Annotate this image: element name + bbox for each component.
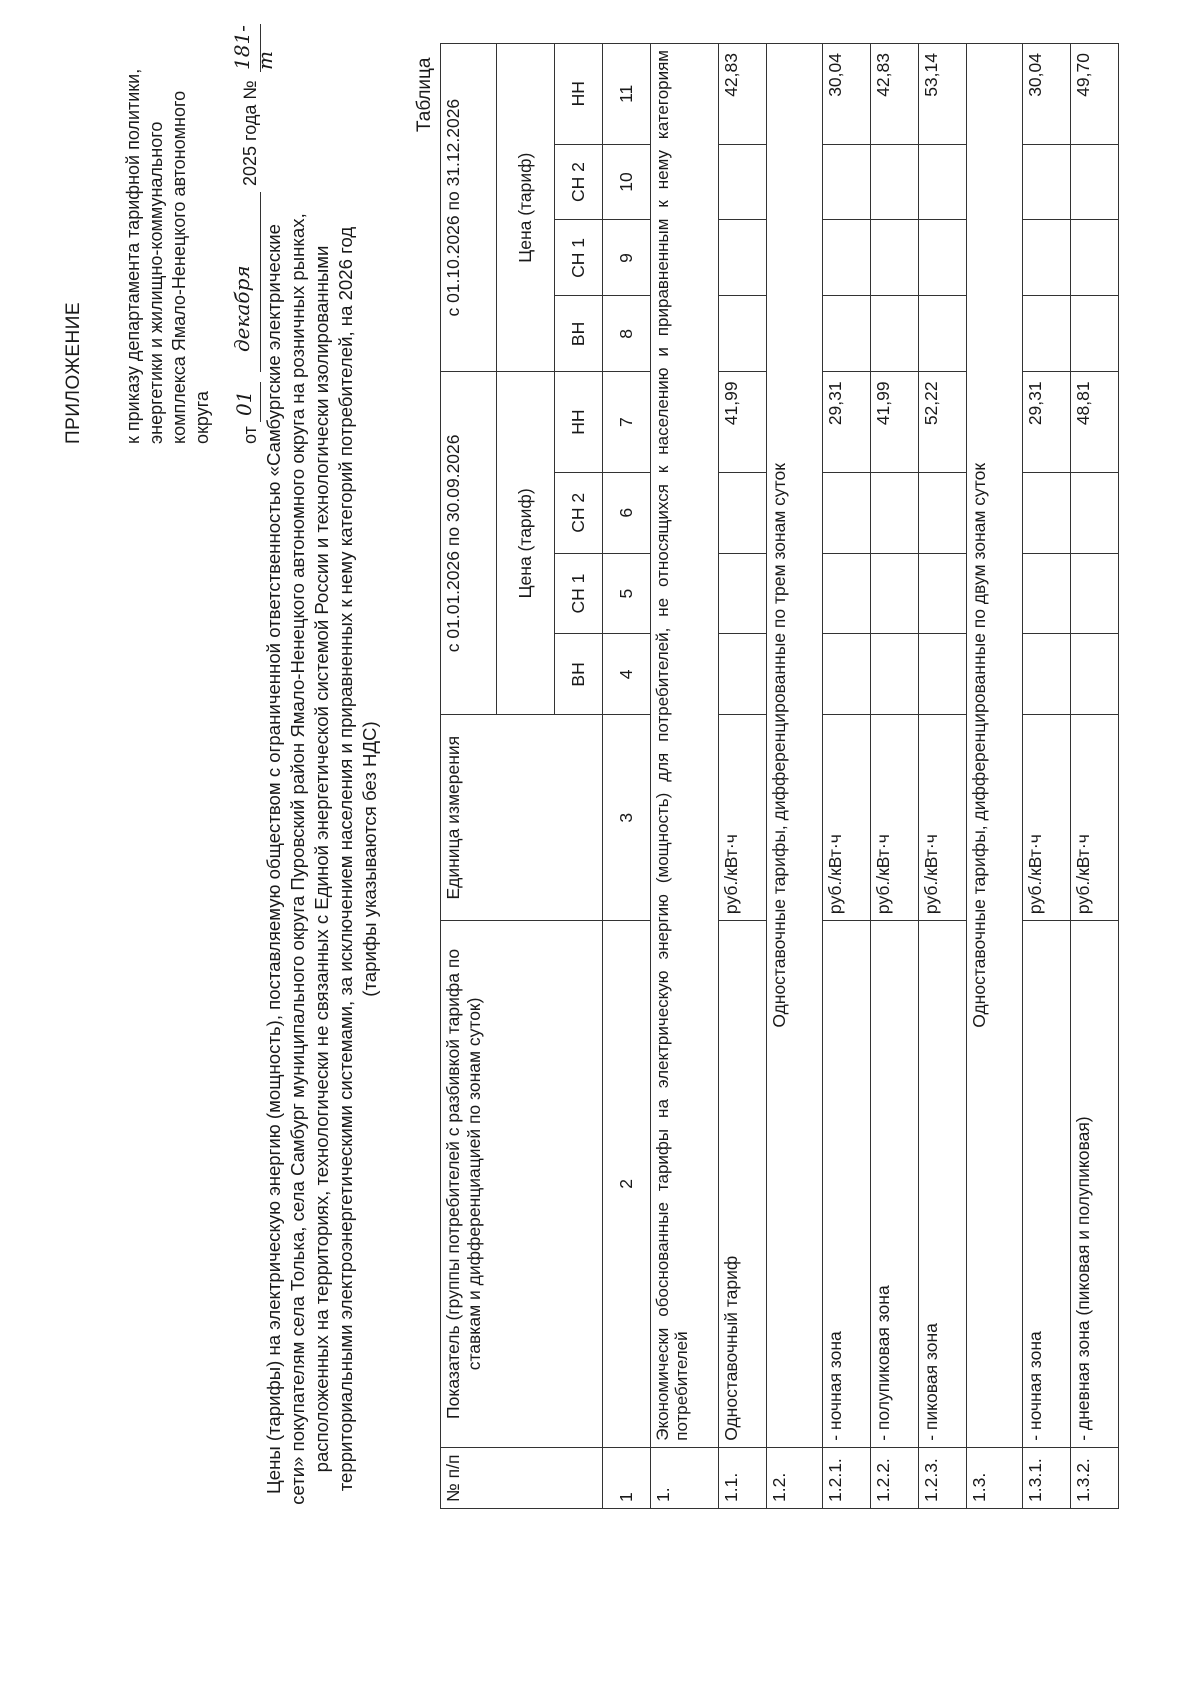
document-heading: Цены (тарифы) на электрическую энергию (мощность), поставляемую обществом с ограниченной ответственностью «Самбургские электрические сети» покупателям села Толька, села Самбург муниципального округа Пуровский район Ямало-Ненецкого автономного округа на розничных рынках, расположенных на территориях, технологически не связанных с Единой энергетической системой России и технологически изолированными территориальными электроэнергетическими системами, за исключением населения и приравненных к нему категорий потребителей, на 2026 год (тарифы указываются без НДС) <box>263 213 380 1505</box>
empty-cell <box>919 220 967 296</box>
section-row-1-2 <box>767 44 823 1509</box>
empty-cell <box>719 144 767 220</box>
col-number: 8 <box>603 296 651 372</box>
row-unit: руб./кВт·ч <box>1071 715 1119 921</box>
handwritten-day: 01 <box>232 390 256 416</box>
level-sn1: СН 1 <box>555 220 603 296</box>
empty-cell <box>1023 144 1071 220</box>
level-nn: НН <box>555 44 603 145</box>
date-prefix: от <box>240 426 260 444</box>
row-unit: руб./кВт·ч <box>719 715 767 921</box>
day-underline <box>260 382 261 422</box>
empty-cell <box>919 472 967 553</box>
empty-cell <box>823 634 871 715</box>
price-p1-nn: 52,22 <box>919 372 967 472</box>
empty-cell <box>719 220 767 296</box>
col-number: 1 <box>603 1447 651 1508</box>
price-p1-nn: 48,81 <box>1071 372 1119 472</box>
empty-cell <box>1023 634 1071 715</box>
section-num: 1. <box>651 1447 719 1508</box>
price-p1-nn: 41,99 <box>719 372 767 472</box>
empty-cell <box>1023 553 1071 634</box>
price-p2-nn: 49,70 <box>1071 44 1119 145</box>
col-number: 9 <box>603 220 651 296</box>
level-sn2: СН 2 <box>555 472 603 553</box>
empty-cell <box>871 144 919 220</box>
row-name: - дневная зона (пиковая и полупиковая) <box>1071 921 1119 1448</box>
row-num: 1.2.2. <box>871 1447 919 1508</box>
empty-cell <box>871 634 919 715</box>
approval-lines <box>122 34 214 444</box>
empty-cell <box>823 144 871 220</box>
level-sn1: СН 1 <box>555 553 603 634</box>
row-unit: руб./кВт·ч <box>823 715 871 921</box>
empty-cell <box>1071 472 1119 553</box>
empty-cell <box>823 220 871 296</box>
section-num: 1.2. <box>767 1447 823 1508</box>
col-number: 5 <box>603 553 651 634</box>
tariff-table <box>440 43 1119 1509</box>
empty-cell <box>719 296 767 372</box>
table-caption: Таблица <box>414 57 435 132</box>
price-p2-nn: 30,04 <box>1023 44 1071 145</box>
empty-cell <box>871 220 919 296</box>
section-text: Одноставочные тарифы, дифференцированные по двум зонам суток <box>967 44 1023 1448</box>
section-text: Экономически обоснованные тарифы на электрическую энергию (мощность) для потребителей, не относящихся к населению и приравненным к нему категориям потребителей <box>651 44 719 1448</box>
price-p1-nn: 41,99 <box>871 372 919 472</box>
empty-cell <box>919 144 967 220</box>
header-num: № п/п <box>441 1447 603 1508</box>
empty-cell <box>1071 553 1119 634</box>
price-p1-nn: 29,31 <box>823 372 871 472</box>
col-number: 3 <box>603 715 651 921</box>
row-name: - ночная зона <box>823 921 871 1448</box>
row-unit: руб./кВт·ч <box>871 715 919 921</box>
section-row-1-3 <box>967 44 1023 1509</box>
price-p2-nn: 42,83 <box>719 44 767 145</box>
empty-cell <box>1071 144 1119 220</box>
price-p2-nn: 42,83 <box>871 44 919 145</box>
section-row-1 <box>651 44 719 1509</box>
empty-cell <box>823 296 871 372</box>
header-indicator: Показатель (группы потребителей с разбивкой тарифа по ставкам и дифференциацией по зонам суток) <box>441 921 603 1448</box>
approval-line: комплекса Ямало-Ненецкого автономного <box>169 90 189 444</box>
header-price-1: Цена (тариф) <box>497 372 555 715</box>
approval-line: округа <box>192 391 212 444</box>
table-row <box>1023 44 1071 1509</box>
header-period-1: с 01.01.2026 по 30.09.2026 <box>441 372 497 715</box>
table-row <box>871 44 919 1509</box>
year-text: 2025 года № <box>240 80 260 186</box>
empty-cell <box>871 553 919 634</box>
row-name: - ночная зона <box>1023 921 1071 1448</box>
row-num: 1.3.2. <box>1071 1447 1119 1508</box>
col-number: 6 <box>603 472 651 553</box>
header-unit: Единица измерения <box>441 715 603 921</box>
level-vn: ВН <box>555 296 603 372</box>
empty-cell <box>919 553 967 634</box>
empty-cell <box>1071 634 1119 715</box>
empty-cell <box>719 553 767 634</box>
col-number: 2 <box>603 921 651 1448</box>
col-number: 11 <box>603 44 651 145</box>
month-underline <box>260 192 261 372</box>
price-p1-nn: 29,31 <box>1023 372 1071 472</box>
empty-cell <box>823 553 871 634</box>
col-number: 10 <box>603 144 651 220</box>
table-row <box>1071 44 1119 1509</box>
level-vn: ВН <box>555 634 603 715</box>
section-num: 1.3. <box>967 1447 1023 1508</box>
row-name: Одноставочный тариф <box>719 921 767 1448</box>
col-number: 7 <box>603 372 651 472</box>
appendix-title: ПРИЛОЖЕНИЕ <box>63 301 84 444</box>
empty-cell <box>719 634 767 715</box>
row-name: - полупиковая зона <box>871 921 919 1448</box>
empty-cell <box>871 296 919 372</box>
approval-line: энергетики и жилищно-коммунального <box>146 121 166 444</box>
row-num: 1.1. <box>719 1447 767 1508</box>
row-unit: руб./кВт·ч <box>1023 715 1071 921</box>
handwritten-month: декабря <box>230 265 254 352</box>
header-price-2: Цена (тариф) <box>497 44 555 372</box>
table-row <box>719 44 767 1509</box>
empty-cell <box>919 634 967 715</box>
level-sn2: СН 2 <box>555 144 603 220</box>
empty-cell <box>719 472 767 553</box>
header-row-1 <box>441 44 497 1509</box>
header-period-2: с 01.10.2026 по 31.12.2026 <box>441 44 497 372</box>
column-numbers-row <box>603 44 651 1509</box>
section-text: Одноставочные тарифы, дифференцированные по трем зонам суток <box>767 44 823 1448</box>
row-num: 1.3.1. <box>1023 1447 1071 1508</box>
handwritten-number: 181-т <box>230 25 277 70</box>
row-num: 1.2.1. <box>823 1447 871 1508</box>
table-row <box>823 44 871 1509</box>
row-unit: руб./кВт·ч <box>919 715 967 921</box>
empty-cell <box>1023 220 1071 296</box>
empty-cell <box>1023 472 1071 553</box>
empty-cell <box>919 296 967 372</box>
price-p2-nn: 53,14 <box>919 44 967 145</box>
col-number: 4 <box>603 634 651 715</box>
approval-line: к приказу департамента тарифной политики, <box>123 68 143 444</box>
empty-cell <box>1023 296 1071 372</box>
row-num: 1.2.3. <box>919 1447 967 1508</box>
table-row <box>919 44 967 1509</box>
empty-cell <box>1071 296 1119 372</box>
empty-cell <box>823 472 871 553</box>
empty-cell <box>871 472 919 553</box>
row-name: - пиковая зона <box>919 921 967 1448</box>
price-p2-nn: 30,04 <box>823 44 871 145</box>
empty-cell <box>1071 220 1119 296</box>
level-nn: НН <box>555 372 603 472</box>
